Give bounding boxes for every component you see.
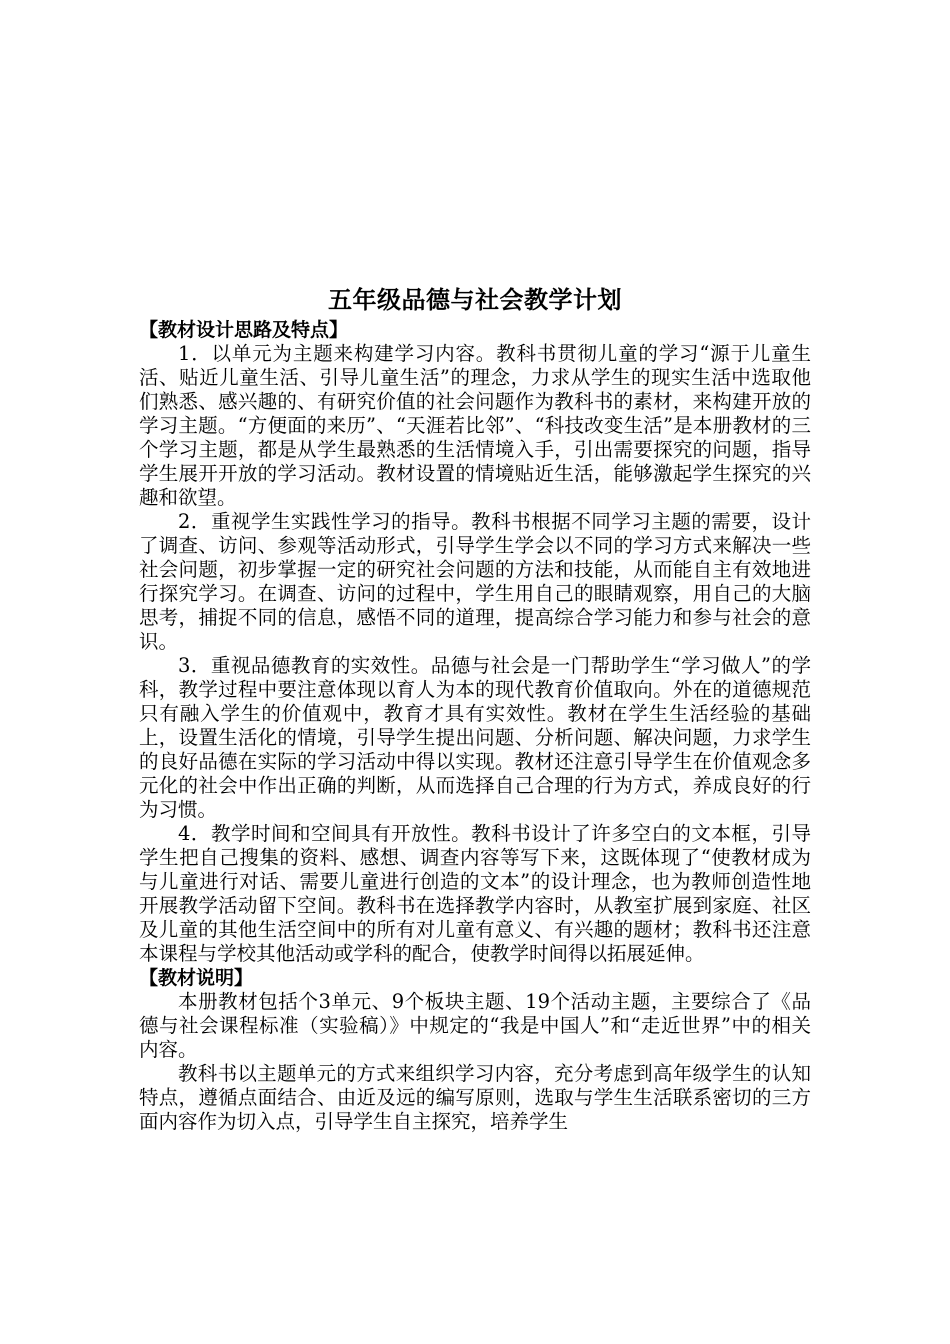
paragraph: 教科书以主题单元的方式来组织学习内容，充分考虑到高年级学生的认知特点，遵循点面结合、由近及远的编写原则，选取与学生生活联系密切的三方面内容作为切入点，引导学生自主探究，培养学生: [139, 1062, 811, 1133]
paragraph: 2．重视学生实践性学习的指导。教科书根据不同学习主题的需要，设计了调查、访问、参观等活动形式，引导学生学会以不同的学习方式来解决一些社会问题，初步掌握一定的研究社会问题的方法和技能，从而能自主有效地进行探究学习。在调查、访问的过程中，学生用自己的眼睛观察，用自己的大脑思考，捕捉不同的信息，感悟不同的道理，提高综合学习能力和参与社会的意识。: [139, 510, 811, 653]
paragraph: 1．以单元为主题来构建学习内容。教科书贯彻儿童的学习“源于儿童生活、贴近儿童生活、引导儿童生活”的理念，力求从学生的现实生活中选取他们熟悉、感兴趣的、有研究价值的社会问题作为教科书的素材，来构建开放的学习主题。“方便面的来历”、“天涯若比邻”、“科技改变生活”是本册教材的三个学习主题，都是从学生最熟悉的生活情境入手，引出需要探究的问题，指导学生展开开放的学习活动。教材设置的情境贴近生活，能够激起学生探究的兴趣和欲望。: [139, 342, 811, 509]
document-page: [139, 282, 811, 1134]
section-heading: 【教材设计思路及特点】: [139, 319, 349, 341]
paragraph: 3．重视品德教育的实效性。品德与社会是一门帮助学生“学习做人”的学科，教学过程中要注意体现以育人为本的现代教育价值取向。外在的道德规范只有融入学生的价值观中，教育才具有实效性。教材在学生生活经验的基础上，设置生活化的情境，引导学生提出问题、分析问题、解决问题，力求学生的良好品德在实际的学习活动中得以实现。教材还注意引导学生在价值观念多元化的社会中作出正确的判断，从而选择自己合理的行为方式，养成良好的行为习惯。: [139, 654, 811, 821]
section-textbook-notes: [139, 966, 811, 1134]
section-heading: 【教材说明】: [139, 967, 254, 989]
document-title: 五年级品德与社会教学计划: [328, 285, 622, 314]
paragraph: 本册教材包括个3单元、9个板块主题、19个活动主题，主要综合了《品德与社会课程标准（实验稿）》中规定的“我是中国人”和“走近世界”中的相关内容。: [139, 990, 811, 1061]
section-design-ideas: [139, 318, 811, 966]
paragraph: 4．教学时间和空间具有开放性。教科书设计了许多空白的文本框，引导学生把自己搜集的资料、感想、调查内容等写下来，这既体现了“使教材成为与儿童进行对话、需要儿童进行创造的文本”的设计理念，也为教师创造性地开展教学活动留下空间。教科书在选择教学内容时，从教室扩展到家庭、社区及儿童的其他生活空间中的所有对儿童有意义、有兴趣的题材；教科书还注意本课程与学校其他活动或学科的配合，使教学时间得以拓展延伸。: [139, 822, 811, 965]
